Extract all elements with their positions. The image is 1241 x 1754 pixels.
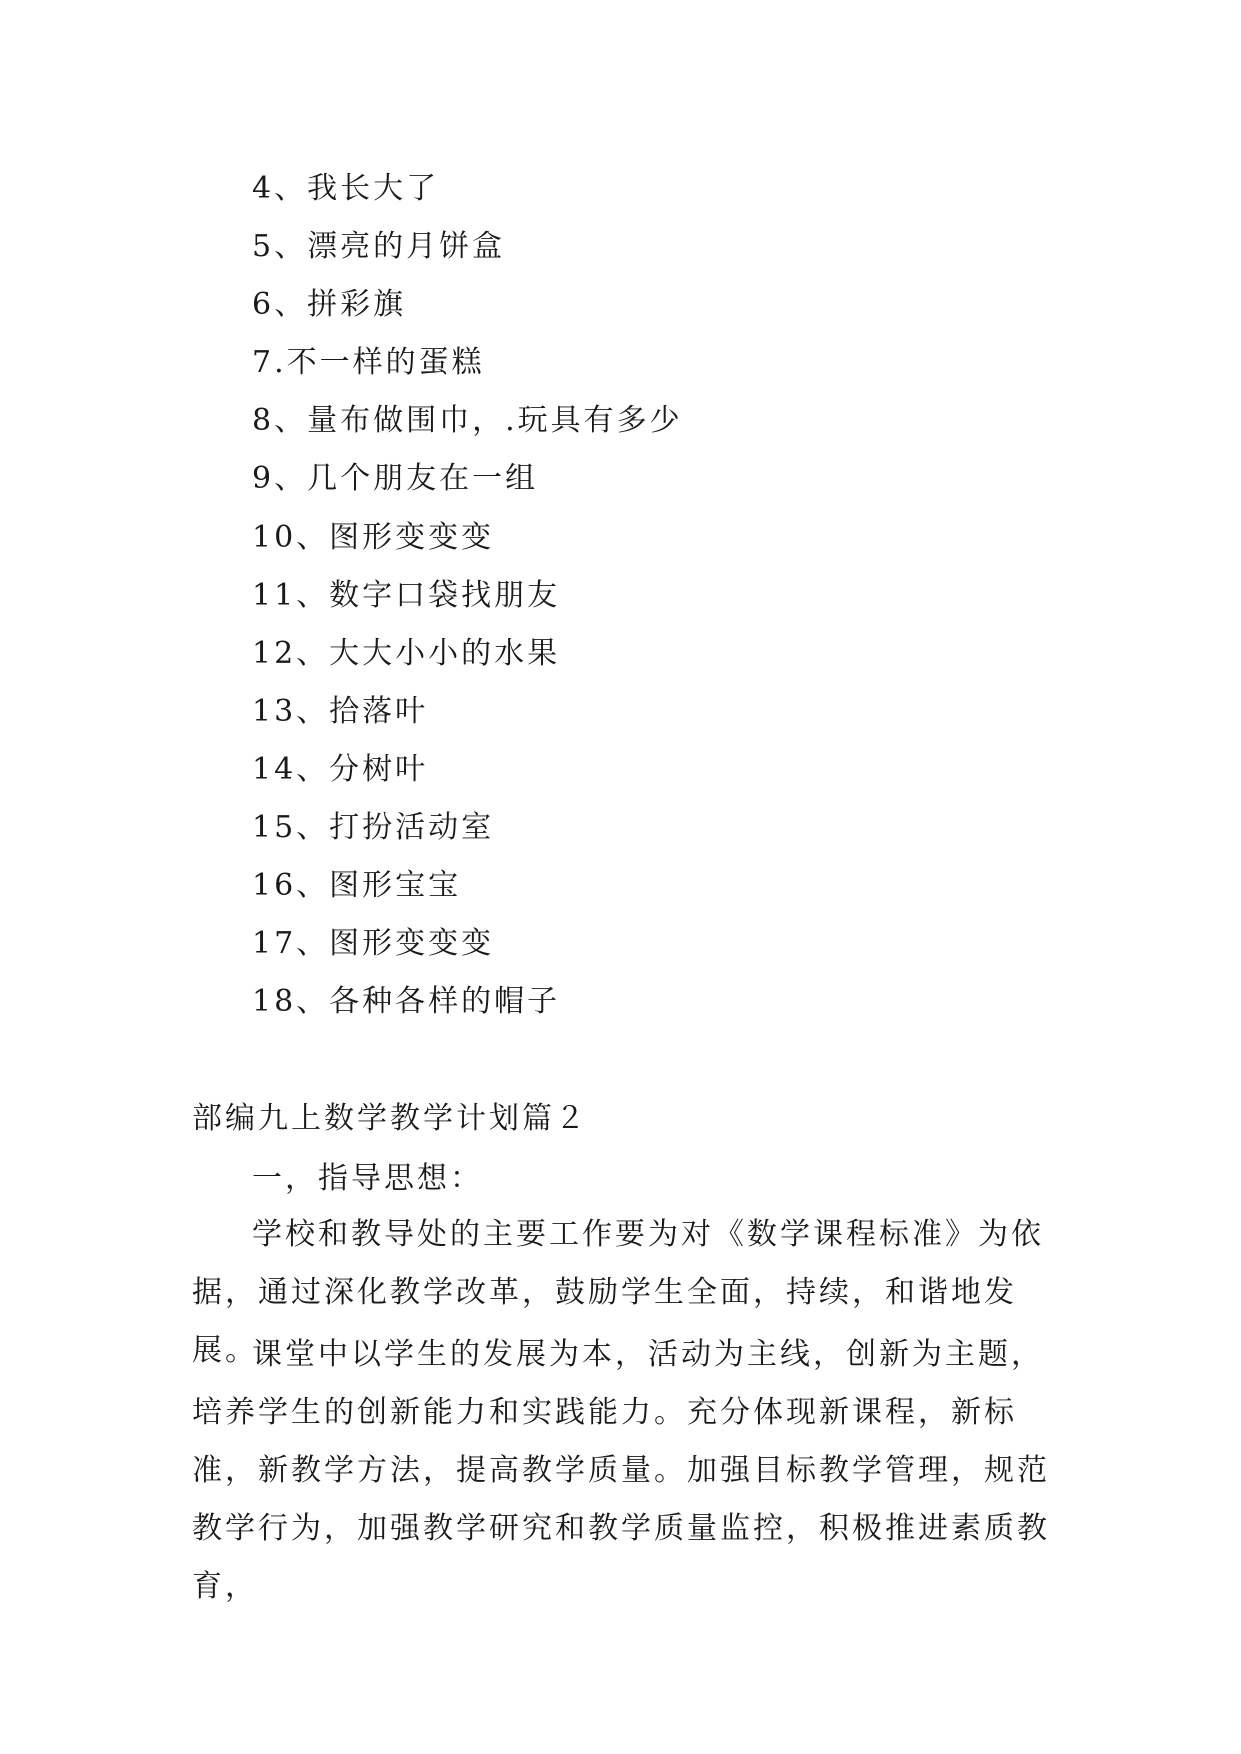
list-item: 16、图形宝宝 (252, 868, 462, 904)
list-item: 12、大大小小的水果 (252, 635, 561, 671)
section-title: 部编九上数学教学计划篇２ (192, 1101, 588, 1136)
list-item: 9、几个朋友在一组 (252, 461, 539, 497)
list-item: 17、图形变变变 (252, 926, 495, 962)
body-paragraph: 课堂中以学生的发展为本，活动为主线，创新为主题，培养学生的创新能力和实践能力。充分体现新课程，新标准，新教学方法，提高教学质量。加强目标教学管理，规范教学行为，加强教学研究和教学质量监控，积极推进素质教育， (192, 1337, 1050, 1604)
list-item: 8、量布做围巾，.玩具有多少 (252, 403, 683, 439)
list-item: 14、分树叶 (252, 751, 429, 787)
section-subheading: 一，指导思想： (252, 1161, 483, 1196)
activity-list (252, 160, 683, 1031)
list-item: 7.不一样的蛋糕 (252, 345, 485, 381)
list-item: 4、我长大了 (252, 171, 440, 206)
list-item: 15、打扮活动室 (252, 810, 495, 846)
body-paragraph: 学校和教导处的主要工作要为对《数学课程标准》为依据，通过深化教学改革，鼓励学生全面，持续，和谐地发展。 (192, 1217, 1044, 1368)
list-item: 5、漂亮的月饼盒 (252, 229, 506, 265)
list-item: 6、拼彩旗 (252, 287, 407, 323)
list-item: 11、数字口袋找朋友 (252, 577, 561, 613)
list-item: 18、各种各样的帽子 (252, 984, 561, 1020)
list-item: 13、拾落叶 (252, 693, 429, 729)
list-item: 10、图形变变变 (252, 519, 495, 555)
